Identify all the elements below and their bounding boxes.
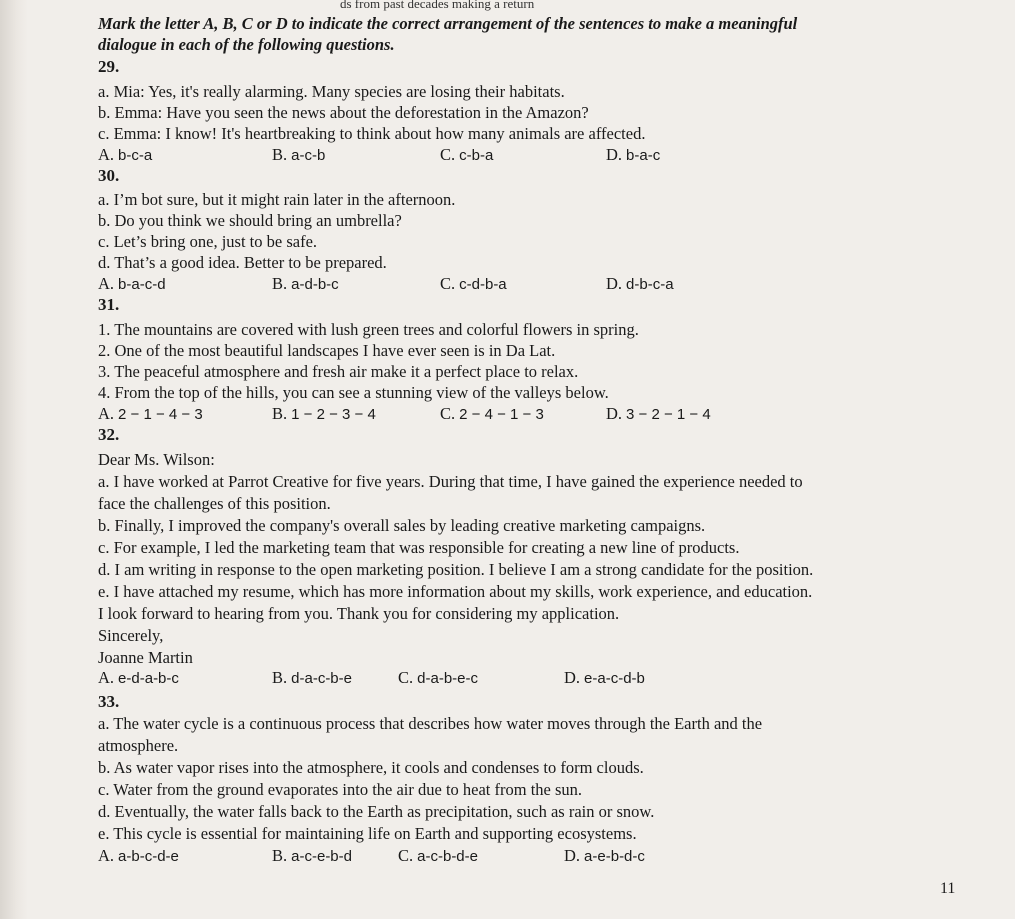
- q33-option-a[interactable]: A. a-b-c-d-e: [98, 846, 179, 865]
- q31-sentence-1: 1. The mountains are covered with lush green trees and colorful flowers in spring.: [98, 320, 639, 339]
- q33-option-b[interactable]: B. a-c-e-b-d: [272, 846, 352, 865]
- question-30-number: 30.: [98, 166, 120, 185]
- q33-sentence-d: d. Eventually, the water falls back to the Earth as precipitation, such as rain or snow.: [98, 802, 655, 821]
- q33-sentence-a-cont: atmosphere.: [98, 736, 179, 755]
- q32-closing-line: I look forward to hearing from you. Thank you for considering my application.: [98, 604, 620, 623]
- q30-option-b[interactable]: B. a-d-b-c: [272, 274, 339, 293]
- q29-option-c[interactable]: C. c-b-a: [440, 145, 494, 164]
- q29-option-b[interactable]: B. a-c-b: [272, 145, 326, 164]
- q33-sentence-b: b. As water vapor rises into the atmosphere, it cools and condenses to form clouds.: [98, 758, 644, 777]
- q29-sentence-a: a. Mia: Yes, it's really alarming. Many species are losing their habitats.: [98, 82, 565, 101]
- q30-option-c[interactable]: C. c-d-b-a: [440, 274, 507, 293]
- q32-sentence-c: c. For example, I led the marketing team that was responsible for creating a new line of products.: [98, 538, 740, 557]
- q32-sentence-e: e. I have attached my resume, which has more information about my skills, work experience, and education.: [98, 582, 813, 601]
- q31-sentence-3: 3. The peaceful atmosphere and fresh air make it a perfect place to relax.: [98, 362, 579, 381]
- q29-sentence-b: b. Emma: Have you seen the news about the deforestation in the Amazon?: [98, 103, 589, 122]
- q32-sign-off: Sincerely,: [98, 626, 164, 645]
- q32-option-b[interactable]: B. d-a-c-b-e: [272, 668, 352, 687]
- question-33-number: 33.: [98, 692, 120, 711]
- q29-option-a[interactable]: A. b-c-a: [98, 145, 153, 164]
- q32-option-c[interactable]: C. d-a-b-e-c: [398, 668, 478, 687]
- instruction-line-1: Mark the letter A, B, C or D to indicate the correct arrangement of the sentences to make a meaningful: [98, 14, 798, 33]
- q30-sentence-d: d. That’s a good idea. Better to be prepared.: [98, 253, 387, 272]
- q32-sentence-a-cont: face the challenges of this position.: [98, 494, 331, 513]
- q32-signature: Joanne Martin: [98, 648, 193, 667]
- q32-sentence-d: d. I am writing in response to the open marketing position. I believe I am a strong candidate for the position.: [98, 560, 814, 579]
- q31-sentence-2: 2. One of the most beautiful landscapes I have ever seen is in Da Lat.: [98, 341, 556, 360]
- q33-option-c[interactable]: C. a-c-b-d-e: [398, 846, 478, 865]
- q30-sentence-b: b. Do you think we should bring an umbrella?: [98, 211, 402, 230]
- q33-sentence-a: a. The water cycle is a continuous process that describes how water moves through the Earth and the: [98, 714, 763, 733]
- page-number: 11: [940, 880, 956, 897]
- q29-sentence-c: c. Emma: I know! It's heartbreaking to think about how many animals are affected.: [98, 124, 646, 143]
- q32-greeting: Dear Ms. Wilson:: [98, 450, 215, 469]
- q33-sentence-e: e. This cycle is essential for maintaining life on Earth and supporting ecosystems.: [98, 824, 637, 843]
- q32-option-d[interactable]: D. e-a-c-d-b: [564, 668, 645, 687]
- cut-off-header-text: ds from past decades making a return: [340, 0, 535, 11]
- q31-option-d[interactable]: D. 3 − 2 − 1 − 4: [606, 404, 711, 423]
- q31-option-a[interactable]: A. 2 − 1 − 4 − 3: [98, 404, 203, 423]
- q32-sentence-b: b. Finally, I improved the company's overall sales by leading creative marketing campaigns.: [98, 516, 706, 535]
- q30-sentence-a: a. I’m bot sure, but it might rain later in the afternoon.: [98, 190, 456, 209]
- question-32-number: 32.: [98, 425, 120, 444]
- question-29-number: 29.: [98, 57, 120, 76]
- instruction-line-2: dialogue in each of the following questions.: [98, 35, 395, 54]
- q33-option-d[interactable]: D. a-e-b-d-c: [564, 846, 645, 865]
- question-31-number: 31.: [98, 295, 120, 314]
- q29-option-d[interactable]: D. b-a-c: [606, 145, 661, 164]
- q33-sentence-c: c. Water from the ground evaporates into the air due to heat from the sun.: [98, 780, 583, 799]
- q32-sentence-a: a. I have worked at Parrot Creative for five years. During that time, I have gained the experience needed to: [98, 472, 803, 491]
- q31-option-c[interactable]: C. 2 − 4 − 1 − 3: [440, 404, 544, 423]
- q32-option-a[interactable]: A. e-d-a-b-c: [98, 668, 179, 687]
- page-edge-shadow: [0, 0, 28, 919]
- q30-option-d[interactable]: D. d-b-c-a: [606, 274, 674, 293]
- q31-option-b[interactable]: B. 1 − 2 − 3 − 4: [272, 404, 376, 423]
- q30-option-a[interactable]: A. b-a-c-d: [98, 274, 166, 293]
- q30-sentence-c: c. Let’s bring one, just to be safe.: [98, 232, 318, 251]
- q31-sentence-4: 4. From the top of the hills, you can see a stunning view of the valleys below.: [98, 383, 609, 402]
